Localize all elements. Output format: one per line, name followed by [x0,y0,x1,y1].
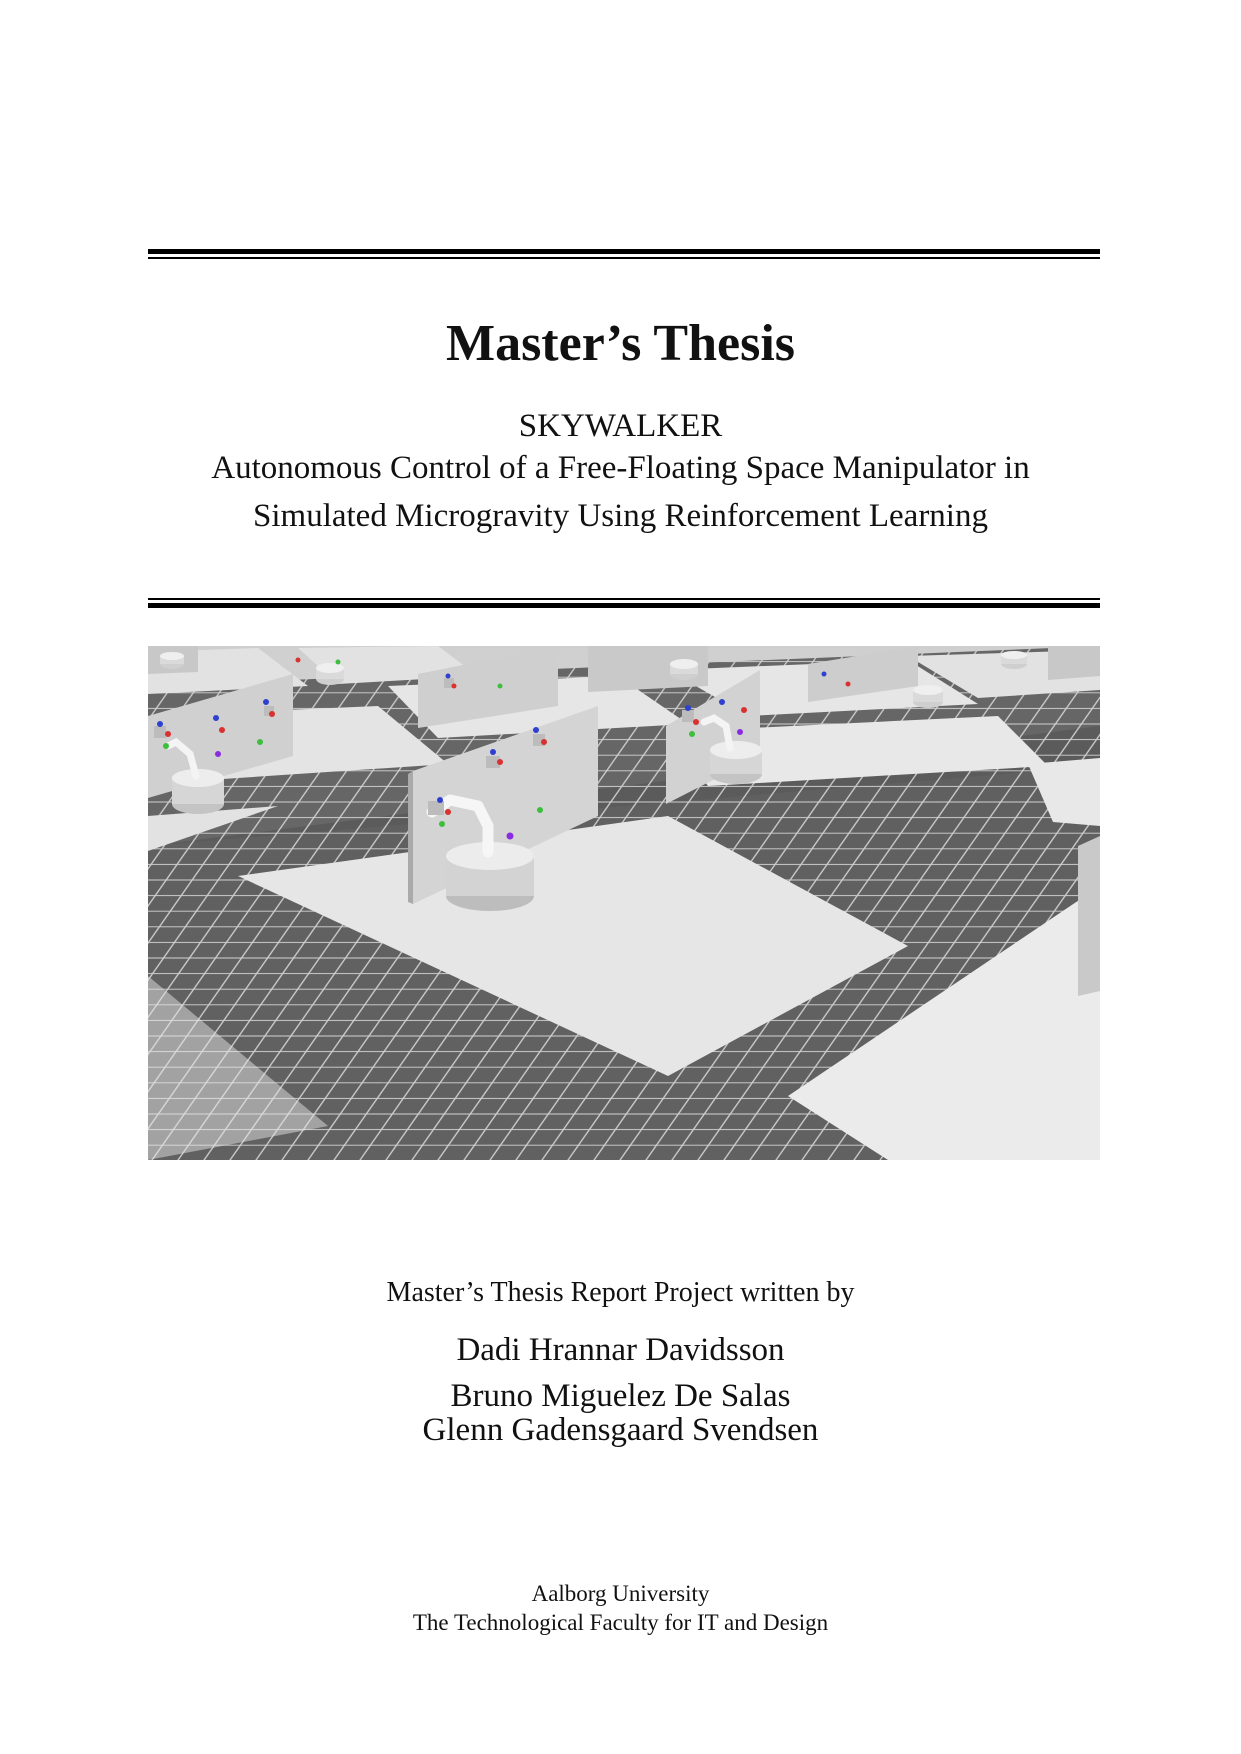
cover-image [148,646,1100,1160]
top-rule-thick [148,249,1100,254]
page-title: Master’s Thesis [445,315,796,372]
top-rule-thin [148,257,1100,259]
author-name: Dadi Hrannar Davidsson [456,1332,785,1368]
robot-arm-simulation-render-icon [148,646,1100,1160]
author-name: Bruno Miguelez De Salas [450,1378,791,1414]
subtitle-line-1: Autonomous Control of a Free-Floating Space Manipulator in [211,450,1030,486]
faculty-name: The Technological Faculty for IT and Design [412,1610,829,1635]
written-by-line: Master’s Thesis Report Project written by [386,1277,855,1308]
author-name: Glenn Gadensgaard Svendsen [422,1412,819,1448]
bottom-rule-thin [148,598,1100,600]
project-name: SKYWALKER [518,408,723,444]
subtitle-line-2: Simulated Microgravity Using Reinforcement Learning [253,498,988,534]
bottom-rule-thick [148,603,1100,608]
university-name: Aalborg University [531,1581,710,1606]
